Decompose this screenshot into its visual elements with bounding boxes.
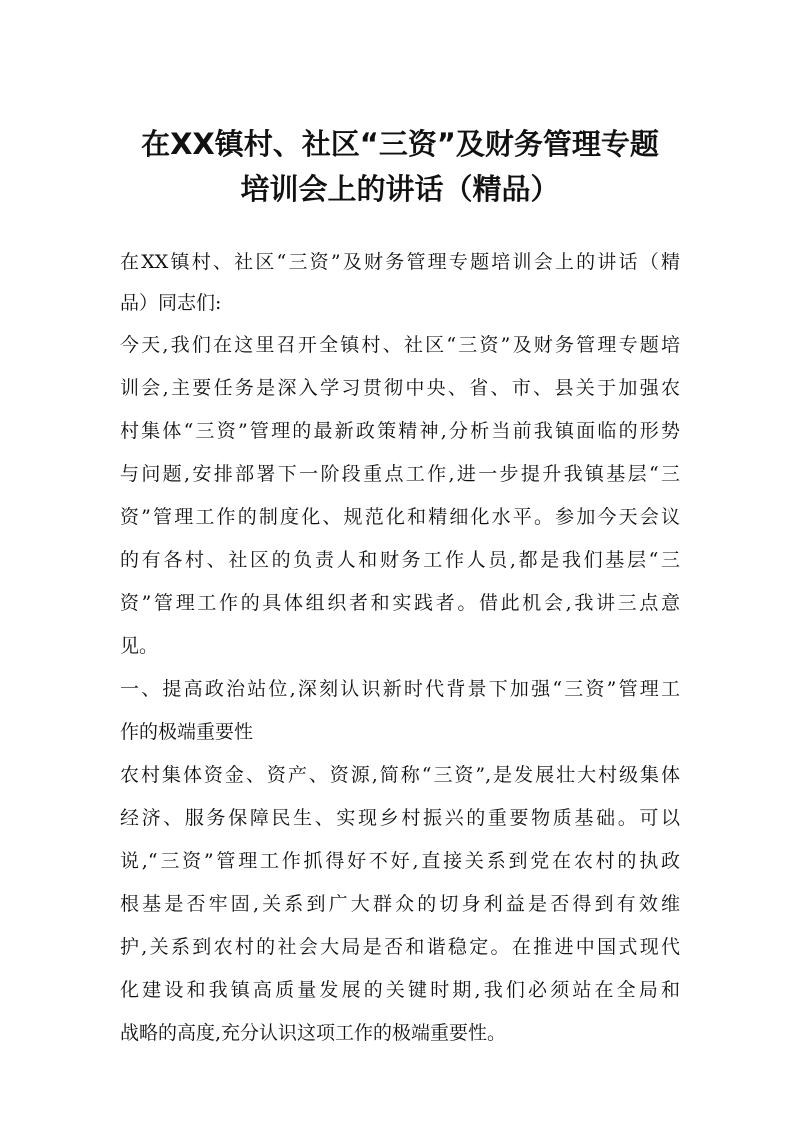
text-line: 化建设和我镇高质量发展的关键时期,我们必须站在全局和 [120, 979, 680, 1001]
text-line: 资”管理工作的制度化、规范化和精细化水平。参加今天会议 [120, 506, 680, 528]
document-title-line-1: 在XX镇村、社区“三资”及财务管理专题 [141, 127, 659, 161]
paragraph [120, 242, 680, 324]
text-line: 的有各村、社区的负责人和财务工作人员,都是我们基层“三 [120, 549, 680, 571]
text-line: 战略的高度,充分认识这项工作的极端重要性。 [120, 1022, 507, 1044]
document-body [120, 242, 680, 1055]
text-line: 品）同志们: [120, 292, 222, 314]
text-line: 一、提高政治站位,深刻认识新时代背景下加强“三资”管理工 [120, 678, 680, 700]
text-line: 农村集体资金、资产、资源,简称“三资”,是发展壮大村级集体 [120, 764, 680, 786]
text-line: 作的极端重要性 [120, 721, 254, 743]
text-line: 根基是否牢固,关系到广大群众的切身利益是否得到有效维 [120, 893, 680, 915]
text-line: 说,“三资”管理工作抓得好不好,直接关系到党在农村的执政 [120, 850, 680, 872]
text-line: 资”管理工作的具体组织者和实践者。借此机会,我讲三点意 [120, 592, 680, 614]
paragraph [120, 324, 680, 668]
text-line: 训会,主要任务是深入学习贯彻中央、省、市、县关于加强农 [120, 377, 680, 399]
text-line: 在XX镇村、社区“三资”及财务管理专题培训会上的讲话（精 [120, 251, 680, 273]
text-line: 护,关系到农村的社会大局是否和谐稳定。在推进中国式现代 [120, 936, 680, 958]
text-line: 村集体“三资”管理的最新政策精神,分析当前我镇面临的形势 [120, 420, 680, 442]
text-line: 见。 [120, 635, 159, 657]
paragraph [120, 668, 680, 754]
paragraph [120, 754, 680, 1055]
document-title-line-2: 培训会上的讲话（精品） [240, 172, 560, 206]
text-line: 经济、服务保障民生、实现乡村振兴的重要物质基础。可以 [120, 807, 680, 829]
text-line: 与问题,安排部署下一阶段重点工作,进一步提升我镇基层“三 [120, 463, 680, 485]
text-line: 今天,我们在这里召开全镇村、社区“三资”及财务管理专题培 [120, 334, 680, 356]
